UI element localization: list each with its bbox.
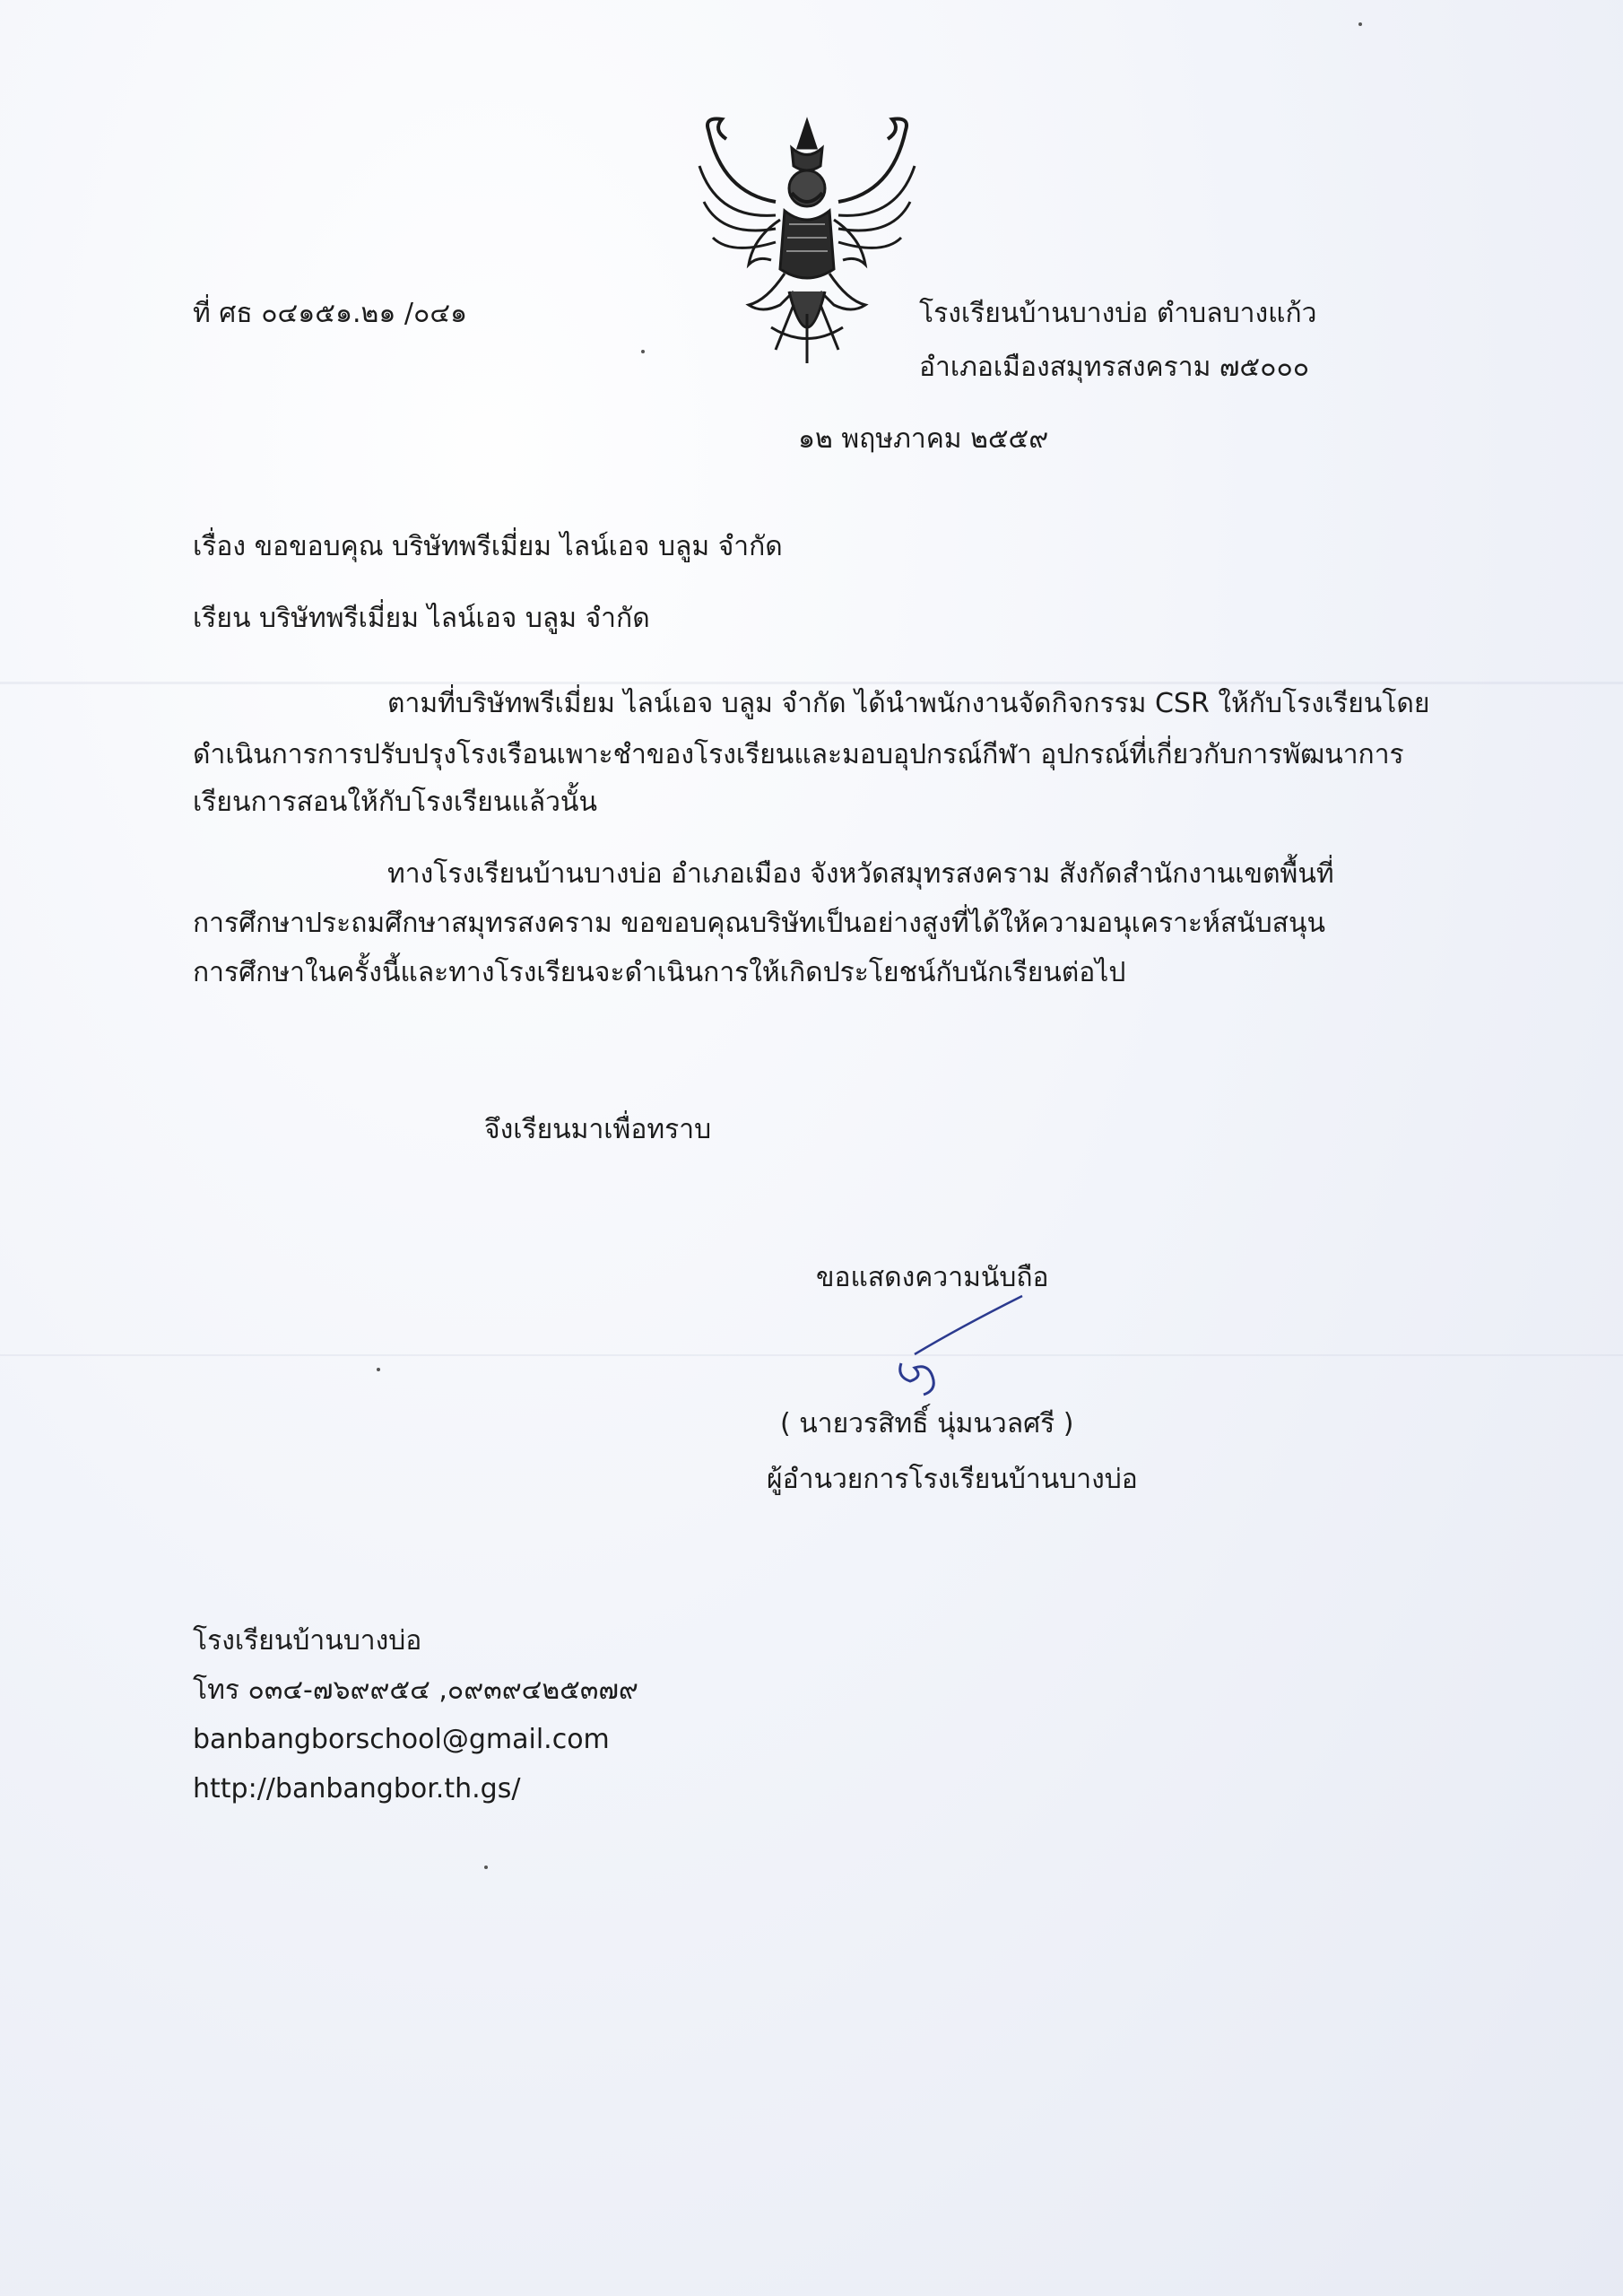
footer-school-name: โรงเรียนบ้านบางบ่อ	[193, 1625, 422, 1657]
footer-website: http://banbangbor.th.gs/	[193, 1773, 521, 1805]
footer-phone: โทร ๐๓๔-๗๖๙๙๕๔ ,๐๙๓๙๔๒๕๓๗๙	[193, 1674, 638, 1706]
speck	[377, 1368, 380, 1371]
closing-phrase: จึงเรียนมาเพื่อทราบ	[484, 1114, 712, 1145]
paper-crease	[0, 682, 1623, 684]
school-address-line2: อำเภอเมืองสมุทรสงคราม ๗๕๐๐๐	[919, 352, 1310, 383]
body-paragraph-2-line-2: การศึกษาประถมศึกษาสมุทรสงคราม ขอขอบคุณบริษัทเป็นอย่างสูงที่ได้ให้ความอนุเคราะห์สนับสนุน	[193, 908, 1326, 939]
school-address-line1: โรงเรียนบ้านบางบ่อ ตำบลบางแก้ว	[919, 298, 1317, 329]
speck	[641, 350, 645, 353]
paper-crease	[0, 1354, 1623, 1356]
speck	[1358, 22, 1362, 26]
body-paragraph-1-line-3: เรียนการสอนให้กับโรงเรียนแล้วนั้น	[193, 787, 597, 818]
letter-subject: เรื่อง ขอขอบคุณ บริษัทพรีเมี่ยม ไลน์เอจ บลูม จำกัด	[193, 531, 783, 562]
body-paragraph-1-line-1: ตามที่บริษัทพรีเมี่ยม ไลน์เอจ บลูม จำกัด ได้นำพนักงานจัดกิจกรรม CSR ให้กับโรงเรียนโดย	[387, 688, 1430, 719]
speck	[484, 1866, 488, 1869]
letter-recipient: เรียน บริษัทพรีเมี่ยม ไลน์เอจ บลูม จำกัด	[193, 603, 650, 634]
reference-number: ที่ ศธ ๐๔๑๕๑.๒๑ /๐๔๑	[193, 298, 468, 329]
signer-name: ( นายวรสิทธิ์ นุ่มนวลศรี )	[780, 1408, 1074, 1439]
garuda-emblem-icon	[686, 112, 928, 368]
body-paragraph-2-line-1: ทางโรงเรียนบ้านบางบ่อ อำเภอเมือง จังหวัดสมุทรสงคราม สังกัดสำนักงานเขตพื้นที่	[387, 858, 1334, 890]
body-paragraph-1-line-2: ดำเนินการการปรับปรุงโรงเรือนเพาะชำของโรงเรียนและมอบอุปกรณ์กีฬา อุปกรณ์ที่เกี่ยวกับการพัฒนาการ	[193, 739, 1404, 770]
signer-title: ผู้อำนวยการโรงเรียนบ้านบางบ่อ	[767, 1464, 1138, 1495]
footer-email: banbangborschool@gmail.com	[193, 1724, 610, 1755]
letter-date: ๑๒ พฤษภาคม ๒๕๕๙	[798, 423, 1049, 455]
body-paragraph-2-line-3: การศึกษาในครั้งนี้และทางโรงเรียนจะดำเนินการให้เกิดประโยชน์กับนักเรียนต่อไป	[193, 957, 1126, 988]
regards-phrase: ขอแสดงความนับถือ	[816, 1262, 1049, 1293]
